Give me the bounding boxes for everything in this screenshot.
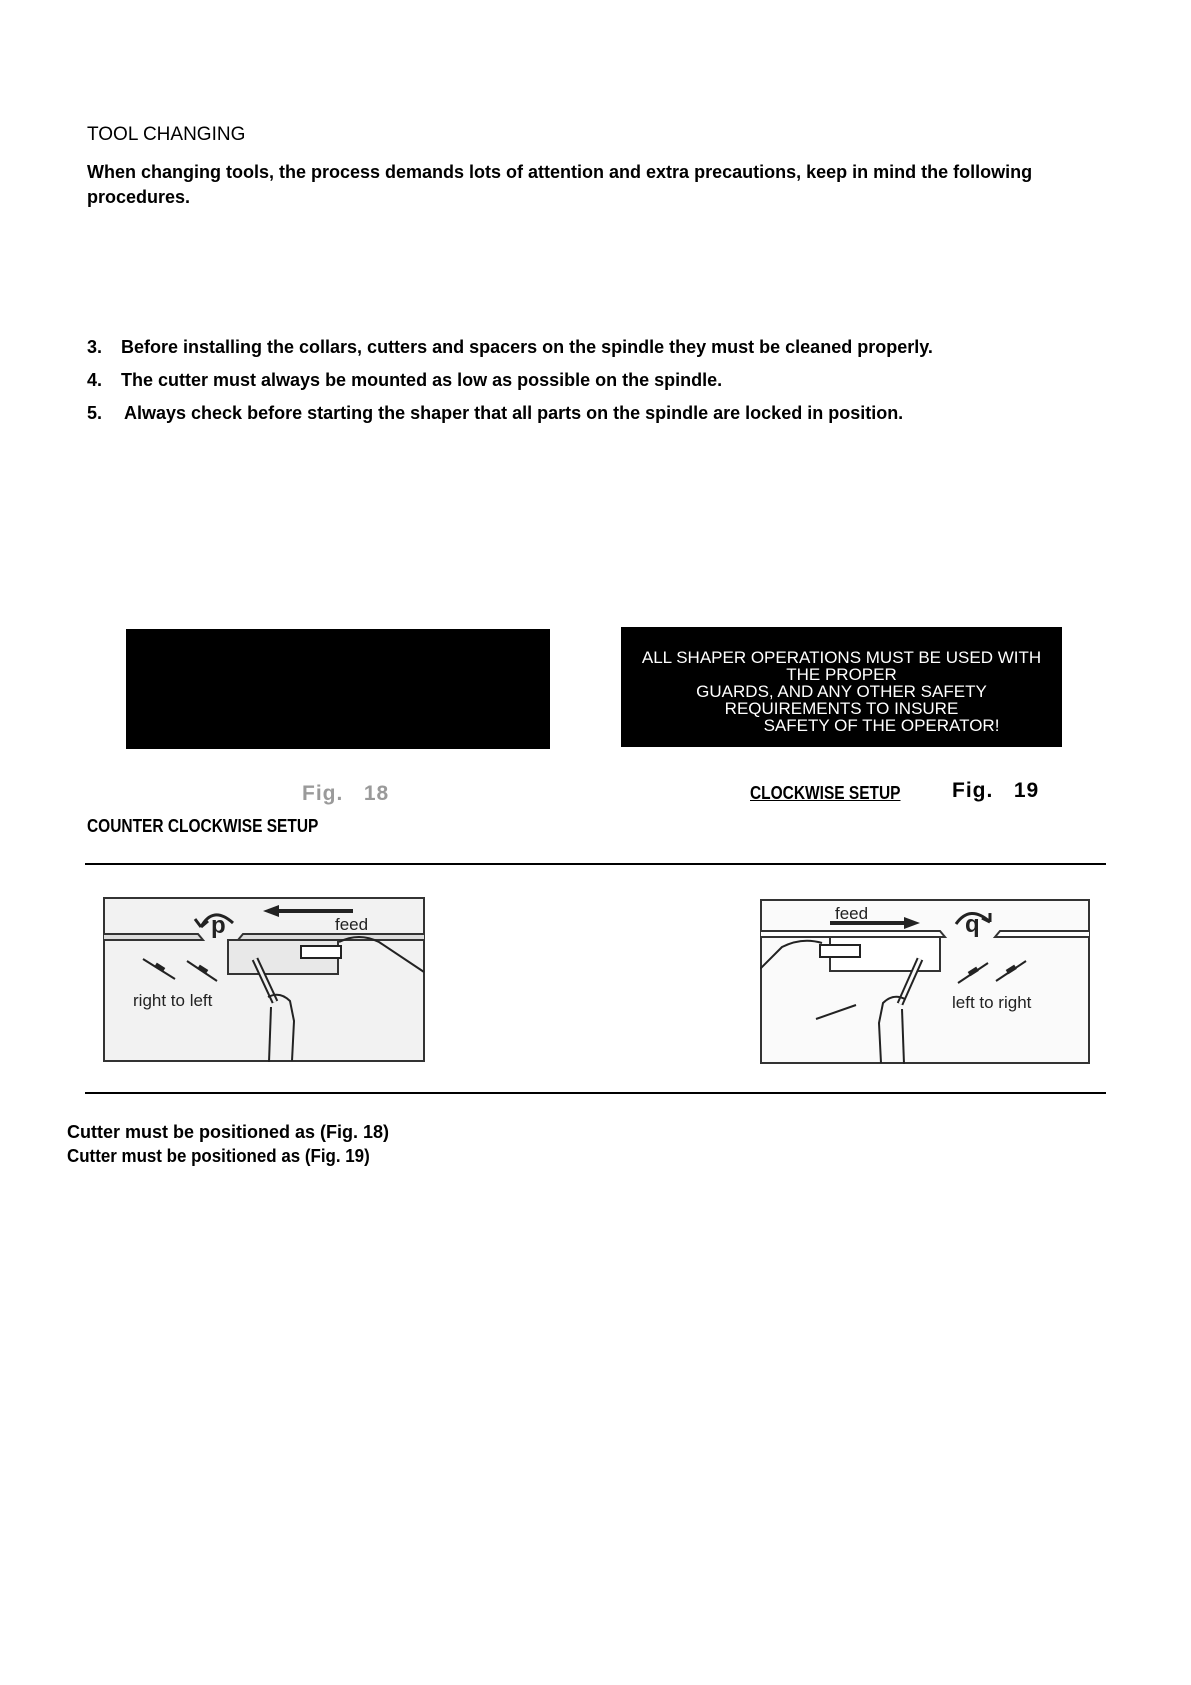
step-text: Always check before starting the shaper that all parts on the spindle are locked in position. [124, 403, 904, 423]
fig-18-prefix: Fig. [302, 782, 344, 805]
divider-bottom [85, 1092, 1106, 1094]
step-number: 5. [87, 403, 103, 423]
warning-line-2: THE PROPER [786, 665, 897, 684]
step-number: 4. [87, 370, 103, 390]
step-number: 3. [87, 337, 103, 357]
step-4 [87, 370, 722, 391]
caption-fig-18: Cutter must be positioned as (Fig. 18) [67, 1122, 390, 1142]
warning-line-3: GUARDS, AND ANY OTHER SAFETY [696, 682, 987, 701]
fig-18-direction-text: right to left [133, 991, 213, 1010]
step-text: Before installing the collars, cutters and spacers on the spindle they must be cleaned properly. [121, 337, 933, 357]
black-panel-left [126, 629, 550, 749]
safety-warning-panel [621, 627, 1062, 747]
warning-line-1: ALL SHAPER OPERATIONS MUST BE USED WITH [641, 648, 1042, 667]
fig-18-diagram [103, 897, 425, 1062]
clockwise-setup-heading: CLOCKWISE SETUP [750, 783, 901, 803]
fig-18-label [302, 782, 389, 806]
fig-19-prefix: Fig. [952, 779, 994, 802]
intro-paragraph: When changing tools, the process demands lots of attention and extra precautions, keep in mind the following procedures. [87, 162, 1033, 207]
divider-top [85, 863, 1106, 865]
fig-18-illustration [103, 897, 425, 1062]
step-3 [87, 337, 933, 358]
fig-19-feed-text: feed [835, 904, 869, 923]
fig-19-direction-text: left to right [952, 993, 1032, 1012]
fig-18-feed-text: feed [335, 915, 369, 934]
warning-line-4: REQUIREMENTS TO INSURE [724, 699, 959, 718]
svg-text:q: q [965, 911, 980, 938]
fig-19-number: 19 [1013, 779, 1040, 802]
step-5 [87, 403, 903, 424]
warning-line-5: SAFETY OF THE OPERATOR! [763, 716, 1000, 735]
fig-18-number: 18 [363, 782, 390, 805]
caption-fig-19: Cutter must be positioned as (Fig. 19) [67, 1146, 370, 1166]
fig-19-illustration [760, 899, 1090, 1064]
fig-19-label [952, 779, 1039, 803]
svg-text:p: p [211, 912, 226, 939]
fig-19-diagram [760, 899, 1090, 1064]
counter-clockwise-setup-heading: COUNTER CLOCKWISE SETUP [87, 816, 319, 836]
section-title: TOOL CHANGING [87, 124, 246, 145]
step-text: The cutter must always be mounted as low as possible on the spindle. [121, 370, 723, 390]
